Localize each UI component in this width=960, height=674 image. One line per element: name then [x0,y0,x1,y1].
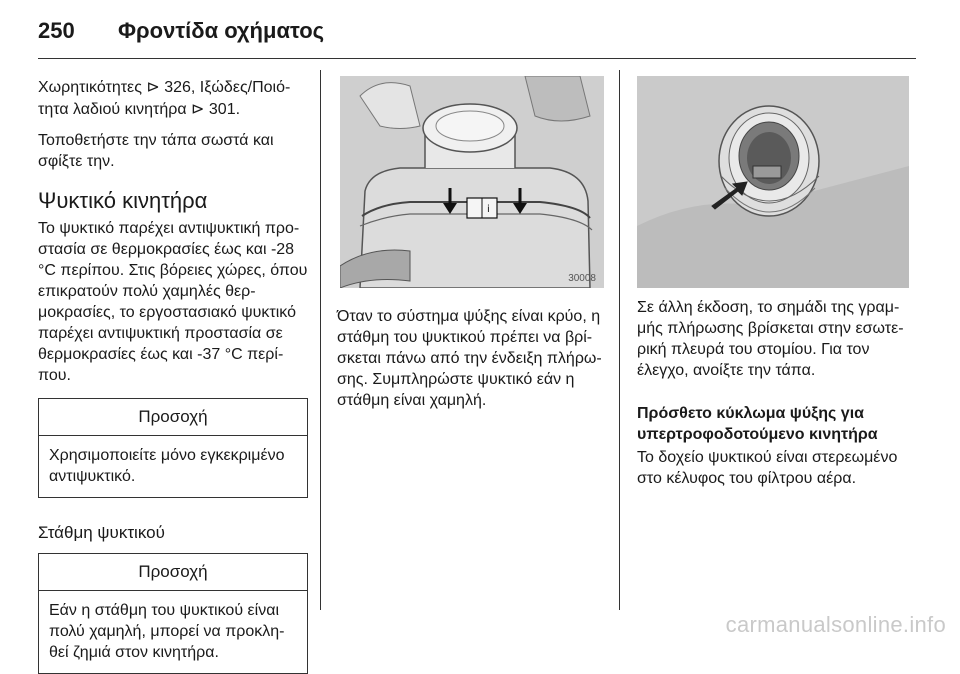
svg-text:i: i [487,204,490,215]
reference-arrow-icon: ⊳ [146,77,160,96]
filler-neck-illustration [637,76,909,288]
figure-number: 30008 [568,273,596,284]
column-left [38,76,308,674]
alternative-version-text: Σε άλλη έκδοση, το σημάδι της γραμ-μής πλήρωσης βρίσκεται στην εσωτε-ρική πλευρά του στομίου. Για τον έλεγχο, ανοίξτε την τάπα. [637,299,904,379]
turbo-cooling-heading: Πρόσθετο κύκλωμα ψύξης για υπερτροφοδοτούμενο κινητήρα [637,405,878,443]
caution-box-coolant-level [38,553,308,674]
page-header [38,18,324,48]
coolant-description: Το ψυκτικό παρέχει αντιψυκτική προ-στασία σε θερμοκρασίες έως και -28 °C περίπου. Στις βόρειες χώρες, όπου επικρατούν πολύ χαμηλές θερ-μοκρασίες, το εργοστασιακό ψυκτικό παρέχει αντιψυκτική προστασία σε θερμοκρασίες έως και -37 °C περί-που. [38,220,308,384]
watermark: carmanualsonline.info [725,612,946,637]
caution-title: Προσοχή [39,399,307,436]
caution-text: Χρησιμοποιείτε μόνο εγκεκριμένο αντιψυκτικό. [49,447,285,485]
page-reference[interactable]: 326, Ιξώδες/Ποιό- [164,79,291,96]
header-divider [38,58,916,59]
column-divider-left [320,70,321,610]
cap-instruction: Τοποθετήστε την τάπα σωστά και σφίξτε την. [38,132,274,170]
page-number: 250 [38,18,75,43]
subsection-title: Στάθμη ψυκτικού [38,523,165,542]
turbo-cooling-text: Το δοχείο ψυκτικού είναι στερεωμένο στο κέλυφος του φίλτρου αέρα. [637,449,898,487]
caution-box-antifreeze [38,398,308,498]
coolant-reservoir-figure [340,76,604,288]
column-middle [337,306,613,421]
caution-title: Προσοχή [39,554,307,591]
filler-neck-figure [637,76,909,288]
column-divider-right [619,70,620,610]
reference-arrow-icon: ⊳ [191,99,205,118]
page-title: Φροντίδα οχήματος [118,18,325,43]
page-reference[interactable]: 301. [208,101,241,118]
section-title: Ψυκτικό κινητήρα [38,188,208,213]
intro-paragraph: Χωρητικότητες ⊳ 326, Ιξώδες/Ποιό- τητα λαδιού κινητήρα ⊳ 301. [38,77,291,118]
column-right [637,297,909,499]
coolant-reservoir-illustration [340,76,604,288]
caution-text: Εάν η στάθμη του ψυκτικού είναι πολύ χαμηλή, μπορεί να προκλη-θεί ζημιά στον κινητήρα. [49,602,285,661]
coolant-level-instructions: Όταν το σύστημα ψύξης είναι κρύο, η στάθμη του ψυκτικού πρέπει να βρί-σκεται πάνω από την ένδειξη πλήρω-σης. Συμπληρώστε ψυκτικό εάν η στάθμη είναι χαμηλή. [337,308,602,409]
